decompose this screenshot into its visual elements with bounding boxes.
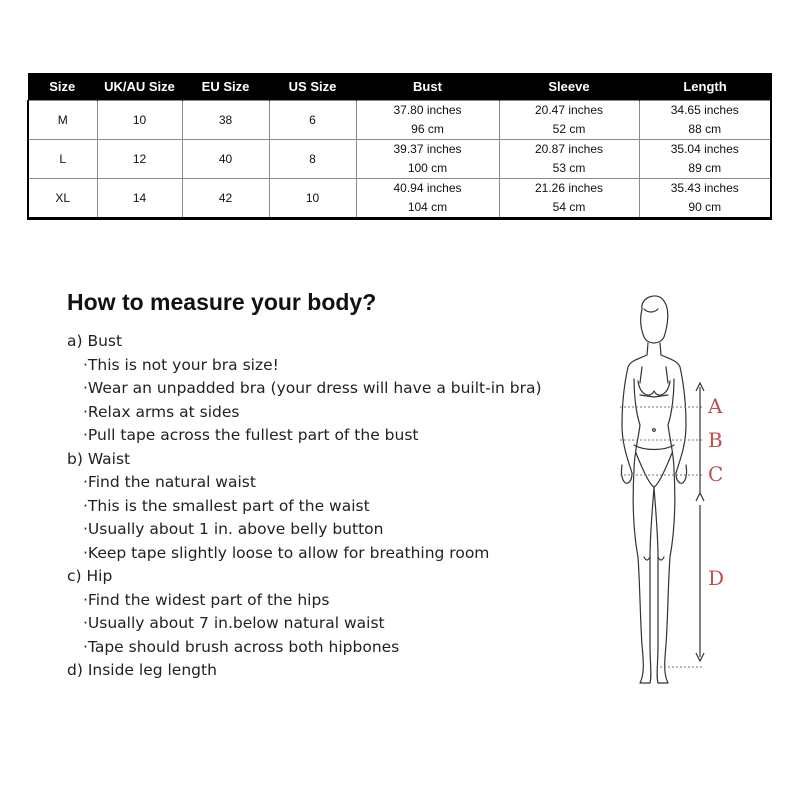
bust-tip: ·Pull tape across the fullest part of the bust (83, 426, 419, 444)
cell-uk-au-size: 14 (97, 179, 182, 219)
sleeve-cm: 53 cm (552, 161, 586, 175)
cell-us-size: 10 (269, 179, 356, 219)
cell-eu-size: 42 (182, 179, 269, 219)
section-hip-label: c) Hip (67, 567, 113, 585)
sleeve-cm: 54 cm (552, 200, 586, 214)
table-row (28, 179, 771, 219)
cell-uk-au-size: 12 (97, 140, 182, 179)
bust-inches: 39.37 inches (393, 142, 462, 156)
measurement-arrows (696, 383, 704, 661)
length-inches: 35.43 inches (670, 181, 739, 195)
bust-cm: 104 cm (407, 200, 448, 214)
waist-tip: ·Usually about 1 in. above belly button (83, 520, 384, 538)
length-inches: 34.65 inches (670, 103, 739, 117)
bust-cm: 100 cm (407, 161, 448, 175)
cell-sleeve (499, 140, 639, 179)
sleeve-inches: 20.87 inches (534, 142, 604, 156)
length-cm: 88 cm (688, 122, 722, 136)
header-size: Size (28, 73, 97, 101)
header-us-size: US Size (269, 73, 356, 101)
section-bust-label: a) Bust (67, 332, 123, 350)
length-cm: 89 cm (688, 161, 722, 175)
marker-d: D (708, 566, 725, 590)
cell-length (639, 179, 771, 219)
cell-bust (356, 140, 499, 179)
cell-length (639, 101, 771, 140)
cell-size: L (28, 140, 97, 179)
bust-tip: ·Wear an unpadded bra (your dress will have a built-in bra) (83, 379, 542, 397)
bust-tip: ·Relax arms at sides (83, 402, 240, 421)
cell-bust (356, 179, 499, 219)
bust-tip: ·This is not your bra size! (83, 355, 279, 374)
cell-length (639, 140, 771, 179)
cell-uk-au-size: 10 (97, 101, 182, 140)
cell-size: M (28, 101, 97, 140)
hip-tip: ·Usually about 7 in.below natural waist (83, 614, 385, 632)
table-row (28, 140, 771, 179)
cell-us-size: 8 (269, 140, 356, 179)
hip-tip: ·Tape should brush across both hipbones (83, 637, 400, 656)
cell-sleeve (499, 101, 639, 140)
sleeve-inches: 21.26 inches (534, 181, 604, 195)
marker-b: B (708, 428, 723, 452)
table-row (28, 101, 771, 140)
hip-tip: ·Find the widest part of the hips (83, 590, 330, 609)
length-cm: 90 cm (688, 200, 722, 214)
waist-tip: ·This is the smallest part of the waist (83, 496, 370, 515)
marker-a: A (708, 394, 723, 418)
header-bust: Bust (356, 73, 499, 101)
sleeve-inches: 20.47 inches (534, 103, 604, 117)
cell-us-size: 6 (269, 101, 356, 140)
cell-eu-size: 40 (182, 140, 269, 179)
bust-inches: 37.80 inches (393, 103, 462, 117)
table-header-row (28, 73, 771, 101)
measurement-instructions (67, 330, 597, 683)
header-length: Length (639, 73, 771, 101)
bust-cm: 96 cm (411, 122, 444, 136)
section-waist-label: b) Waist (67, 449, 131, 468)
cell-size: XL (28, 179, 97, 219)
marker-c: C (708, 462, 724, 486)
waist-tip: ·Find the natural waist (83, 473, 256, 491)
cell-eu-size: 38 (182, 101, 269, 140)
header-sleeve: Sleeve (499, 73, 639, 101)
body-measurement-figure-icon (600, 295, 760, 690)
cell-bust (356, 101, 499, 140)
section-inside-leg-label: d) Inside leg length (67, 661, 217, 679)
cell-sleeve (499, 179, 639, 219)
body-outline (621, 296, 686, 683)
bust-inches: 40.94 inches (393, 181, 462, 195)
waist-tip: ·Keep tape slightly loose to allow for breathing room (83, 543, 490, 562)
header-eu-size: EU Size (182, 73, 269, 101)
sleeve-cm: 52 cm (552, 122, 586, 136)
measurement-lines (620, 407, 704, 667)
size-chart-table (27, 73, 772, 220)
guide-title: How to measure your body? (67, 289, 377, 315)
header-uk-au-size: UK/AU Size (97, 73, 182, 101)
length-inches: 35.04 inches (670, 142, 739, 156)
